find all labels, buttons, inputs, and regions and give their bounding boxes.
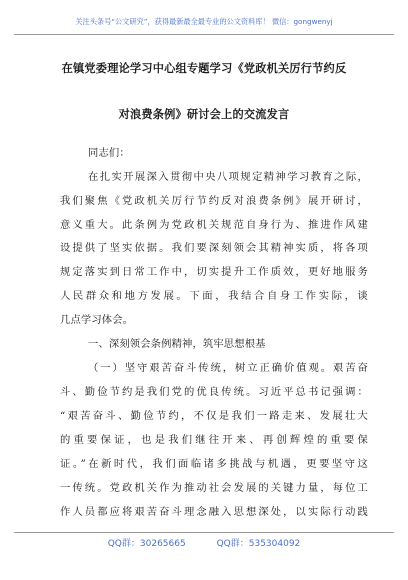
paragraph-line: 在扎实开展深入贯彻中央八项规定精神学习教育之际， bbox=[88, 171, 368, 183]
section-heading: 一、深刻领会条例精神，筑牢思想根基 bbox=[88, 338, 266, 350]
paragraph-line: 的重要保证，也是我们继往开来、再创辉煌的重要保 bbox=[60, 434, 368, 446]
paragraph-line: 设提供了坚实依据。我们要深刻领会其精神实质，将各项 bbox=[60, 242, 368, 254]
paragraph-line: 斗、勤俭节约是我们党的优良传统。习近平总书记强调： bbox=[60, 386, 368, 398]
document-title-line-1: 在镇党委理论学习中心组专题学习《党政机关厉行节约反 bbox=[61, 61, 347, 75]
document-title-line-2: 对浪费条例》研讨会上的交流发言 bbox=[118, 107, 290, 121]
paragraph-line: 一传统。党政机关作为推动社会发展的关键力量，每位工 bbox=[60, 482, 368, 494]
paragraph-line: “艰苦奋斗、勤俭节约，不仅是我们一路走来、发展壮大 bbox=[60, 410, 368, 422]
paragraph-line: 意义重大。此条例为党政机关规范自身行为、推进作风建 bbox=[60, 219, 368, 231]
footer-qq-group-2: QQ群：535304092 bbox=[216, 539, 301, 549]
footer-qq-group-1: QQ群：30265665 bbox=[107, 539, 186, 549]
paragraph-line: 证。”在新时代，我们面临诸多挑战与机遇，更要坚守这 bbox=[60, 458, 368, 470]
paragraph-line: 我们聚焦《党政机关厉行节约反对浪费条例》展开研讨， bbox=[60, 195, 368, 207]
paragraph-line: 作人员都应将艰苦奋斗理念融入思想深处，以实际行动践 bbox=[60, 506, 368, 518]
greeting: 同志们： bbox=[88, 147, 130, 159]
page-footer bbox=[14, 532, 394, 555]
page-header: 关注头条号“公文研究”，获得最新最全最专业的公文资料库！ 微信：gongwenyj bbox=[14, 12, 394, 35]
paragraph-line: （一）坚守艰苦奋斗传统，树立正确价值观。艰苦奋 bbox=[88, 362, 368, 374]
paragraph-line: 规定落实到日常工作中，切实提升工作质效，更好地服务 bbox=[60, 266, 368, 278]
paragraph-line: 几点学习体会。 bbox=[60, 314, 134, 326]
paragraph-line: 人民群众和地方发展。下面，我结合自身工作实际，谈 bbox=[60, 290, 368, 302]
